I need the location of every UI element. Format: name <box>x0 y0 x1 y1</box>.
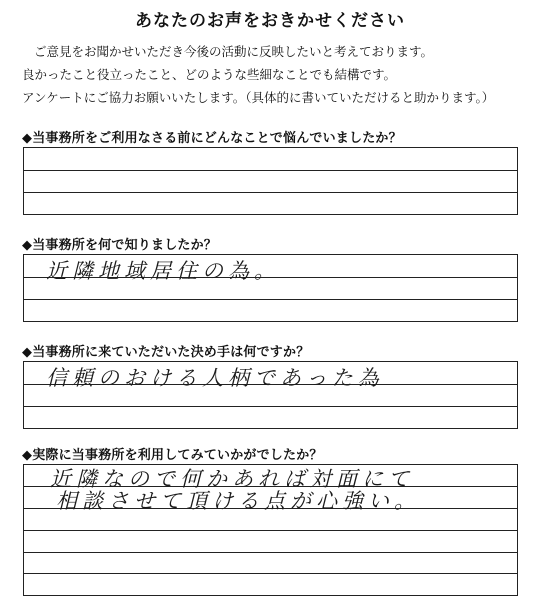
question-2-label: ◆当事務所を何で知りましたか？ <box>22 238 217 253</box>
question-3-label: ◆当事務所に来ていただいた決め手は何ですか？ <box>22 345 310 360</box>
ruled-line <box>24 552 517 553</box>
intro-line: 良かったこと役立ったこと、どのような些細なことでも結構です。 <box>22 67 397 82</box>
question-3-answer-box <box>23 361 518 429</box>
ruled-line <box>24 170 517 171</box>
page-title: あなたのお声をおきかせください <box>135 11 405 31</box>
ruled-line <box>24 573 517 574</box>
ruled-line <box>24 192 517 193</box>
handwritten-answer: 信頼のおける人柄であった為 <box>46 366 384 390</box>
question-1-answer-box <box>23 147 518 215</box>
question-1-label: ◆当事務所をご利用なさる前にどんなことで悩んでいましたか？ <box>22 131 402 146</box>
ruled-line <box>24 406 517 407</box>
intro-line: ご意見をお聞かせいただき今後の活動に反映したいと考えております。 <box>34 44 434 59</box>
handwritten-answer: 近隣地域居住の為。 <box>46 259 280 283</box>
handwritten-answer: 近隣なので何かあれば対面にて <box>50 467 414 491</box>
ruled-line <box>24 530 517 531</box>
question-2-answer-box <box>23 254 518 322</box>
ruled-line <box>24 299 517 300</box>
intro-text <box>22 40 522 109</box>
question-4-label: ◆実際に当事務所を利用してみていかがでしたか？ <box>22 448 323 463</box>
question-4-answer-box <box>23 464 518 596</box>
intro-line: アンケートにご協力お願いいたします。（具体的に書いていただけると助かります。） <box>22 90 495 105</box>
handwritten-answer: 相談させて頂ける点が心強い。 <box>56 489 420 513</box>
